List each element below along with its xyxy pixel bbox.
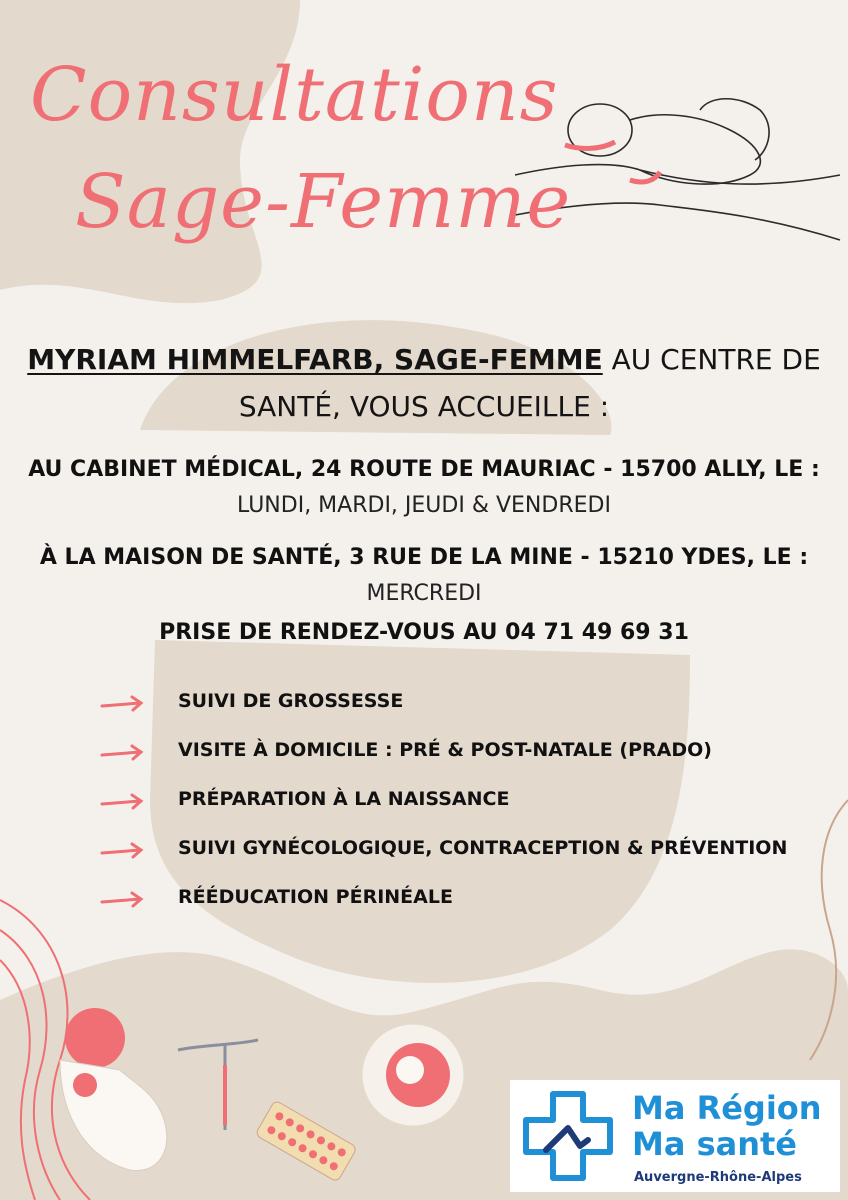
location-2-days: MERCREDI [366,581,482,606]
arrow-right-icon [98,888,146,912]
intro-line2: SANTÉ, VOUS ACCUEILLE : [238,390,610,423]
arrow-right-icon [98,692,146,716]
logo-line-3: Auvergne-Rhône-Alpes [634,1170,802,1185]
service-label: VISITE À DOMICILE : PRÉ & POST-NATALE (PRADO) [178,739,712,761]
service-label: SUIVI GYNÉCOLOGIQUE, CONTRACEPTION & PRÉVENTION [178,837,788,859]
logo-line-2: Ma santé [632,1125,797,1163]
arrow-right-icon [98,790,146,814]
title-line-1: Consultations [30,52,559,138]
cross-logo-icon [518,1090,618,1182]
midwife-name: MYRIAM HIMMELFARB, SAGE-FEMME [27,343,603,376]
service-label: RÉÉDUCATION PÉRINÉALE [178,886,453,908]
location-1-days: LUNDI, MARDI, JEUDI & VENDREDI [237,493,611,518]
beige-blob-top [0,0,300,303]
list-item [98,880,818,920]
arrow-right-icon [98,839,146,863]
list-item [98,684,818,724]
list-item [98,782,818,822]
arrow-right-icon [98,741,146,765]
title-line-2: Sage-Femme [75,159,572,245]
list-item [98,831,818,871]
logo-line-1: Ma Région [632,1089,822,1127]
intro-rest-line1: AU CENTRE DE [602,343,821,376]
appointment-phone: PRISE DE RENDEZ-VOUS AU 04 71 49 69 31 [159,620,689,645]
intro-text [20,336,828,430]
service-label: SUIVI DE GROSSESSE [178,690,404,712]
service-label: PRÉPARATION À LA NAISSANCE [178,788,510,810]
region-logo [510,1080,840,1192]
location-1-title: AU CABINET MÉDICAL, 24 ROUTE DE MAURIAC - 15700 ALLY, LE : [28,457,820,482]
location-2-title: À LA MAISON DE SANTÉ, 3 RUE DE LA MINE - 15210 YDES, LE : [39,545,809,570]
list-item [98,733,818,773]
fetus-icon [361,1023,465,1127]
